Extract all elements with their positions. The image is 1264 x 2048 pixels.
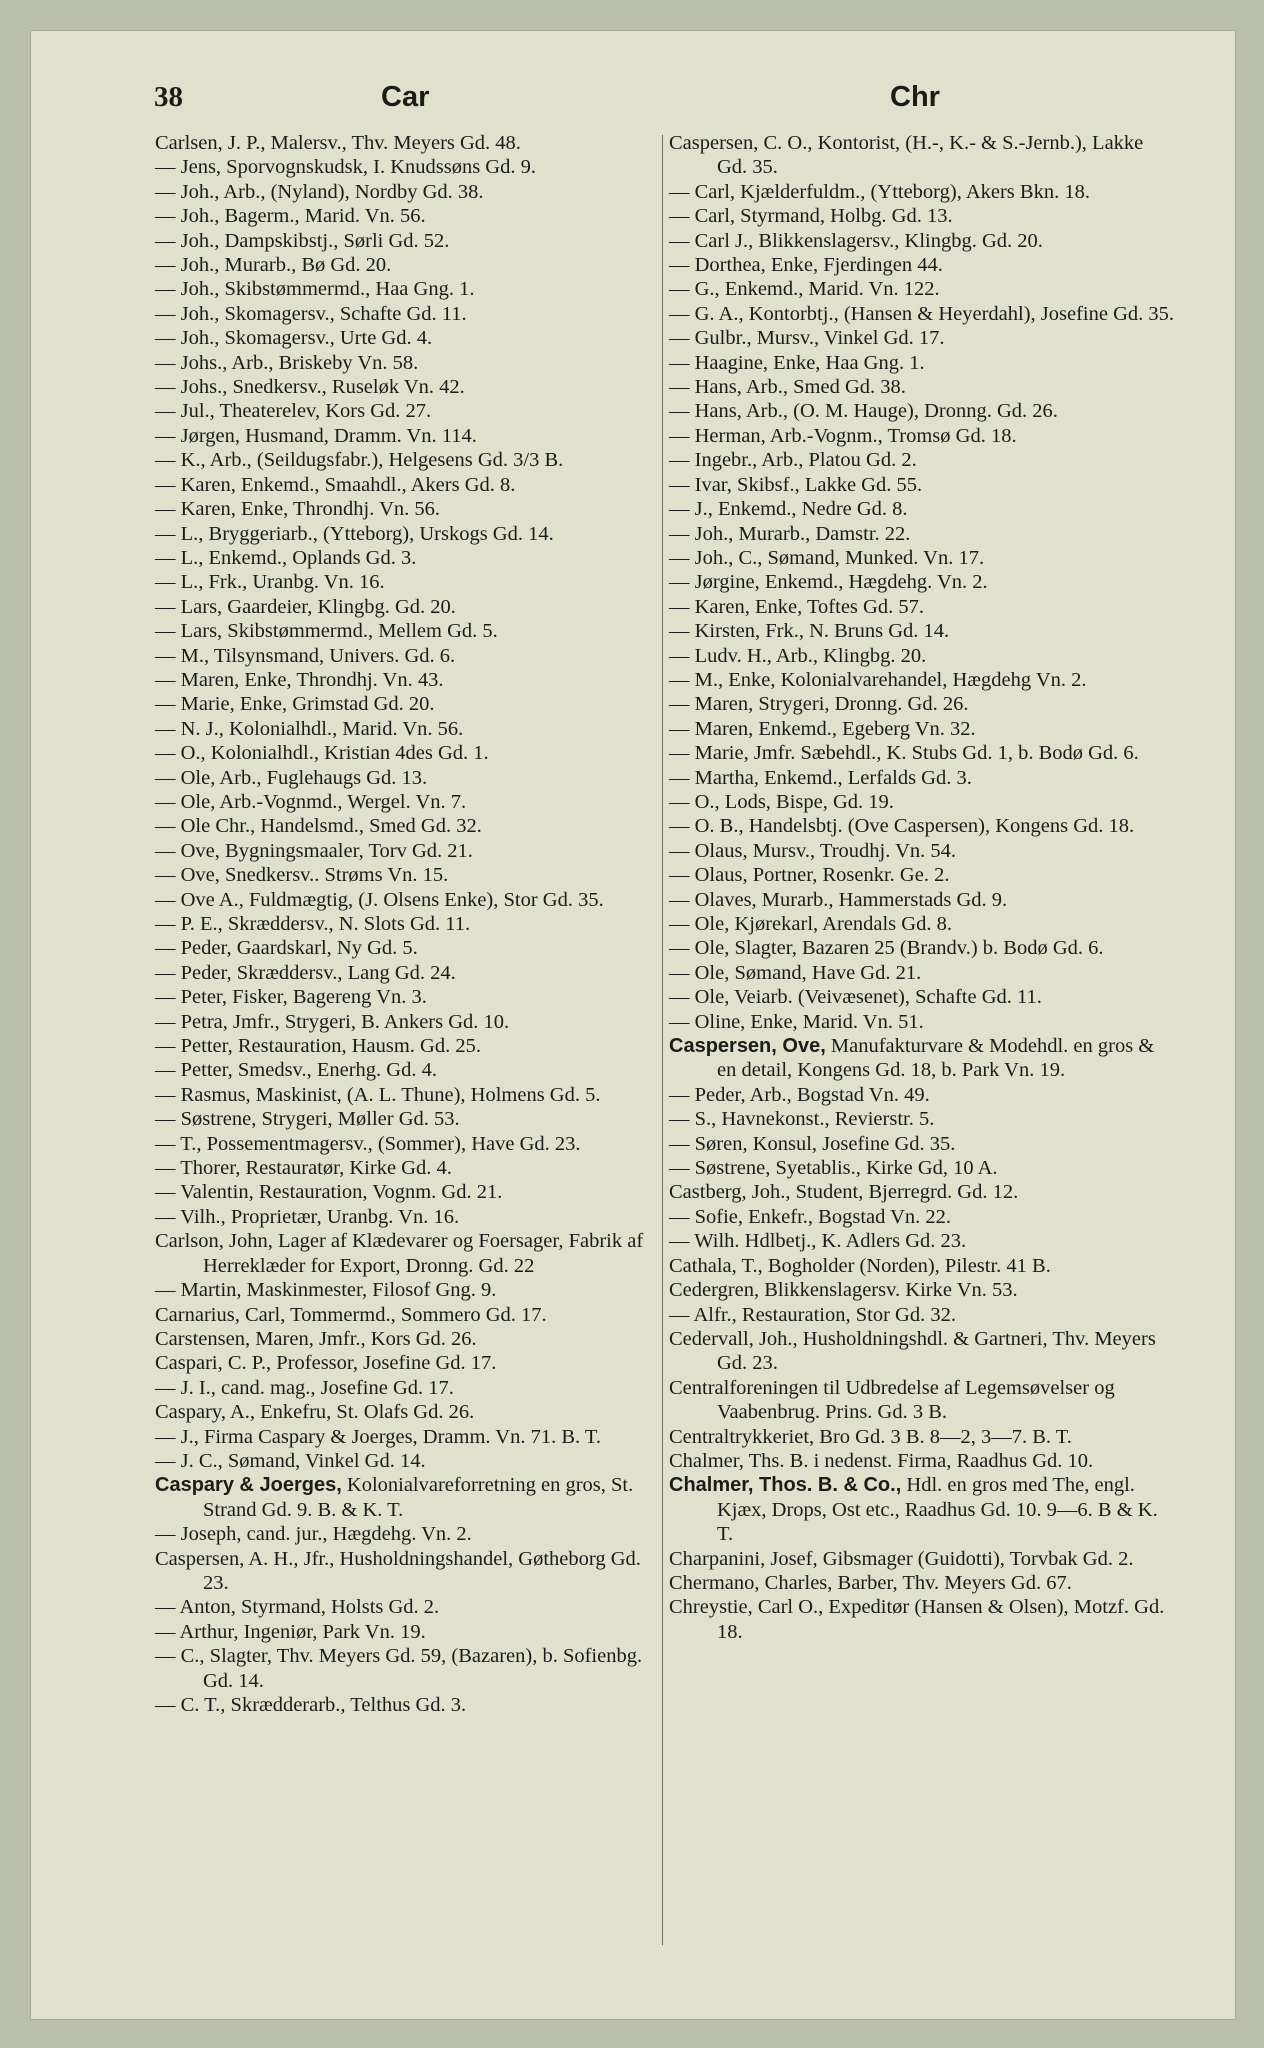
directory-entry [155,692,663,716]
directory-entry [155,1083,663,1107]
directory-entry [155,522,663,546]
entry-text: — O., Lods, Bispe, Gd. 19. [669,790,894,813]
entry-text: — Olaus, Portner, Rosenkr. Ge. 2. [669,864,950,887]
directory-entry [669,473,1177,497]
directory-entry [155,1034,663,1058]
directory-entry [155,351,663,375]
entry-text: — Ole, Arb., Fuglehaugs Gd. 13. [155,766,428,789]
directory-entry [669,375,1177,399]
entry-text: Chreystie, Carl O., Expeditør (Hansen & Olsen), Motzf. Gd. 18. [669,1596,1165,1643]
directory-entry [669,1571,1177,1595]
directory-entry [155,546,663,570]
entry-text: — Joseph, cand. jur., Hægdehg. Vn. 2. [155,1523,472,1546]
directory-entry [669,1376,1177,1425]
directory-entry [155,741,663,765]
entry-text: — Ole, Slagter, Bazaren 25 (Brandv.) b. Bodø Gd. 6. [669,937,1104,960]
directory-entry [669,741,1177,765]
directory-entry [155,229,663,253]
entry-text: — Johs., Arb., Briskeby Vn. 58. [155,351,419,374]
directory-entry [155,1425,663,1449]
directory-entry [669,131,1177,180]
directory-entry [155,277,663,301]
directory-entry [155,985,663,1009]
directory-entry [155,1595,663,1619]
entry-text: Caspary, A., Enkefru, St. Olafs Gd. 26. [155,1401,475,1424]
directory-entry [669,1229,1177,1253]
entry-text: — Joh., Bagerm., Marid. Vn. 56. [155,205,426,228]
entry-firm-name: Caspary & Joerges, [155,1474,342,1497]
entry-text: Chermano, Charles, Barber, Thv. Meyers Gd. 67. [669,1571,1072,1594]
entry-text: — Peder, Skræddersv., Lang Gd. 24. [155,961,456,984]
entry-text: — J. C., Sømand, Vinkel Gd. 14. [155,1449,426,1472]
directory-entry [669,1010,1177,1034]
directory-entry [155,936,663,960]
directory-entry [155,1473,663,1522]
entry-text: — Lars, Skibstømmermd., Mellem Gd. 5. [155,620,498,643]
entry-text: — Rasmus, Maskinist, (A. L. Thune), Holmens Gd. 5. [155,1083,601,1106]
entry-text: — J. I., cand. mag., Josefine Gd. 17. [155,1376,454,1399]
entry-text: — Herman, Arb.-Vognm., Tromsø Gd. 18. [669,424,1017,447]
directory-entry [155,399,663,423]
entry-text: Carlson, John, Lager af Klædevarer og Foersager, Fabrik af Herreklæder for Export, Dronng. Gd. 22 [155,1230,644,1277]
directory-entry [155,863,663,887]
entry-text: Kolonialvareforretning en gros, St. Strand Gd. 9. B. & K. T. [203,1474,634,1521]
entry-text: — Ole, Kjørekarl, Arendals Gd. 8. [669,913,952,935]
directory-entry [669,448,1177,472]
entry-text: — T., Possementmagersv., (Sommer), Have Gd. 23. [155,1132,581,1155]
directory-entry [155,473,663,497]
directory-entry [669,351,1177,375]
entry-text: — Jørgine, Enkemd., Hægdehg. Vn. 2. [669,571,988,594]
entry-text: Carnarius, Carl, Tommermd., Sommero Gd. 17. [155,1303,547,1326]
entry-text: — Ole, Sømand, Have Gd. 21. [669,961,922,984]
entry-text: — Petter, Smedsv., Enerhg. Gd. 4. [155,1059,437,1082]
entry-text: — Carl, Kjælderfuldm., (Ytteborg), Akers Bkn. 18. [669,180,1090,203]
entry-text: — M., Tilsynsmand, Univers. Gd. 6. [155,644,456,667]
entry-text: — Wilh. Hdlbetj., K. Adlers Gd. 23. [669,1230,967,1253]
directory-entry [669,522,1177,546]
directory-entry [155,1229,663,1278]
entry-text: — Martin, Maskinmester, Filosof Gng. 9. [155,1279,497,1302]
directory-entry [669,985,1177,1009]
entry-text: — Lars, Gaardeier, Klingbg. Gd. 20. [155,595,456,618]
entry-text: — Joh., Arb., (Nyland), Nordby Gd. 38. [155,180,484,203]
directory-entry [155,1156,663,1180]
entry-text: Caspersen, C. O., Kontorist, (H.-, K.- & S.-Jernb.), Lakke Gd. 35. [669,132,1144,179]
directory-entry [669,839,1177,863]
entry-text: — Joh., Skomagersv., Urte Gd. 4. [155,327,433,350]
directory-entry [155,1132,663,1156]
entry-text: — Karen, Enke, Toftes Gd. 57. [669,595,924,618]
entry-text: — G., Enkemd., Marid. Vn. 122. [669,278,940,301]
directory-entry [155,253,663,277]
entry-text: — Ove A., Fuldmægtig, (J. Olsens Enke), Stor Gd. 35. [155,888,604,911]
directory-entry [669,1180,1177,1204]
entry-text: — Ingebr., Arb., Platou Gd. 2. [669,449,917,472]
directory-entry [669,204,1177,228]
directory-entry [155,1400,663,1424]
directory-entry [669,888,1177,912]
directory-entry [155,1303,663,1327]
entry-text: — Oline, Enke, Marid. Vn. 51. [669,1010,924,1033]
entry-text: — Arthur, Ingeniør, Park Vn. 19. [155,1620,426,1643]
entry-text: — Karen, Enkemd., Smaahdl., Akers Gd. 8. [155,473,516,496]
right-column [669,131,1177,1644]
directory-entry [669,1303,1177,1327]
directory-entry [669,546,1177,570]
directory-entry [155,375,663,399]
directory-entry [155,1522,663,1546]
entry-text: — Haagine, Enke, Haa Gng. 1. [669,351,925,374]
directory-entry [155,1449,663,1473]
directory-entry [155,424,663,448]
directory-entry [155,1644,663,1693]
entry-text: — Joh., Skomagersv., Schafte Gd. 11. [155,302,467,325]
directory-entry [669,1547,1177,1571]
directory-entry [669,497,1177,521]
directory-entry [155,448,663,472]
entry-text: — Joh., Murarb., Damstr. 22. [669,522,911,545]
page-header [31,81,1235,121]
directory-entry [669,253,1177,277]
directory-entry [669,668,1177,692]
directory-entry [155,668,663,692]
directory-entry [669,229,1177,253]
entry-text: — C. T., Skrædderarb., Telthus Gd. 3. [155,1694,467,1716]
directory-entry [669,1473,1177,1546]
entry-text: — Joh., Dampskibstj., Sørli Gd. 52. [155,229,450,252]
entry-text: — Søstrene, Syetablis., Kirke Gd, 10 A. [669,1157,998,1180]
directory-entry [155,595,663,619]
entry-text: — L., Frk., Uranbg. Vn. 16. [155,571,385,594]
directory-entry [669,595,1177,619]
directory-entry [155,1620,663,1644]
entry-text: Castberg, Joh., Student, Bjerregrd. Gd. 12. [669,1181,1019,1204]
entry-text: — Søstrene, Strygeri, Møller Gd. 53. [155,1108,460,1131]
entry-text: Manufakturvare & Modehdl. en gros & en detail, Kongens Gd. 18, b. Park Vn. 19. [717,1035,1155,1082]
directory-entry [155,1205,663,1229]
entry-text: — Carl J., Blikkenslagersv., Klingbg. Gd. 20. [669,229,1043,252]
entry-firm-name: Chalmer, Thos. B. & Co., [669,1474,902,1497]
directory-entry [669,961,1177,985]
directory-entry [669,790,1177,814]
entry-text: Chalmer, Ths. B. i nedenst. Firma, Raadhus Gd. 10. [669,1449,1094,1472]
entry-text: — Valentin, Restauration, Vognm. Gd. 21. [155,1181,503,1204]
entry-text: — N. J., Kolonialhdl., Marid. Vn. 56. [155,717,464,740]
entry-text: — S., Havnekonst., Revierstr. 5. [669,1108,935,1131]
entry-text: Hdl. en gros med The, engl. Kjæx, Drops, Ost etc., Raadhus Gd. 10. 9—6. B & K. T. [717,1474,1158,1546]
page-number: 38 [154,81,183,113]
directory-entry [155,766,663,790]
column-divider [662,135,663,1945]
entry-text: — O., Kolonialhdl., Kristian 4des Gd. 1. [155,742,489,765]
entry-text: — Ole, Arb.-Vognmd., Wergel. Vn. 7. [155,790,467,813]
directory-entry [155,912,663,936]
directory-entry [669,766,1177,790]
directory-entry [155,888,663,912]
entry-text: — C., Slagter, Thv. Meyers Gd. 59, (Bazaren), b. Sofienbg. Gd. 14. [155,1645,643,1692]
entry-text: Charpanini, Josef, Gibsmager (Guidotti), Torvbak Gd. 2. [669,1547,1134,1570]
directory-entry [669,1107,1177,1131]
entry-text: — Sofie, Enkefr., Bogstad Vn. 22. [669,1205,952,1228]
entry-text: — O. B., Handelsbtj. (Ove Caspersen), Kongens Gd. 18. [669,815,1135,838]
entry-text: — Maren, Enkemd., Egeberg Vn. 32. [669,717,976,740]
entry-text: — M., Enke, Kolonialvarehandel, Hægdehg Vn. 2. [669,668,1087,691]
entry-text: — Petra, Jmfr., Strygeri, B. Ankers Gd. 10. [155,1010,510,1033]
entry-text: — Ole Chr., Handelsmd., Smed Gd. 32. [155,815,482,838]
entry-text: Carlsen, J. P., Malersv., Thv. Meyers Gd. 48. [155,132,521,154]
entry-text: Caspersen, A. H., Jfr., Husholdningshandel, Gøtheborg Gd. 23. [155,1547,641,1594]
directory-entry [155,497,663,521]
directory-entry [155,180,663,204]
entry-text: — Ludv. H., Arb., Klingbg. 20. [669,644,927,667]
entry-text: — Petter, Restauration, Hausm. Gd. 25. [155,1035,481,1058]
entry-text: — Jul., Theaterelev, Kors Gd. 27. [155,400,432,423]
directory-entry [155,155,663,179]
directory-entry [669,912,1177,936]
right-running-head: Chr [890,81,940,113]
entry-text: — Peder, Arb., Bogstad Vn. 49. [669,1083,930,1106]
entry-text: — Søren, Konsul, Josefine Gd. 35. [669,1132,956,1155]
entry-text: Cathala, T., Bogholder (Norden), Pilestr. 41 B. [669,1254,1051,1277]
directory-entry [155,644,663,668]
entry-text: — Marie, Enke, Grimstad Gd. 20. [155,693,435,716]
directory-entry [155,790,663,814]
entry-text: — Ove, Bygningsmaaler, Torv Gd. 21. [155,839,473,862]
entry-text: — Hans, Arb., (O. M. Hauge), Dronng. Gd. 26. [669,400,1058,423]
entry-text: — Olaves, Murarb., Hammerstads Gd. 9. [669,888,1008,911]
directory-entry [155,1058,663,1082]
entry-text: — G. A., Kontorbtj., (Hansen & Heyerdahl), Josefine Gd. 35. [669,302,1175,325]
directory-entry [669,1327,1177,1376]
directory-entry [155,1351,663,1375]
directory-entry [155,326,663,350]
entry-text: — Joh., C., Sømand, Munked. Vn. 17. [669,546,985,569]
directory-entry [669,814,1177,838]
directory-entry [155,302,663,326]
entry-text: — Ove, Snedkersv.. Strøms Vn. 15. [155,864,449,887]
entry-text: — P. E., Skræddersv., N. Slots Gd. 11. [155,913,471,935]
entry-text: Cedergren, Blikkenslagersv. Kirke Vn. 53. [669,1279,1018,1302]
entry-text: Centralforeningen til Udbredelse af Legemsøvelser og Vaabenbrug. Prins. Gd. 3 B. [669,1376,1115,1424]
entry-text: — Jørgen, Husmand, Dramm. Vn. 114. [155,424,477,447]
entry-text: — Marie, Jmfr. Sæbehdl., K. Stubs Gd. 1, b. Bodø Gd. 6. [669,742,1139,765]
directory-entry [155,717,663,741]
directory-entry [155,839,663,863]
left-running-head: Car [381,81,430,113]
directory-entry [155,1010,663,1034]
entry-text: — Peter, Fisker, Bagereng Vn. 3. [155,986,427,1009]
directory-entry [155,204,663,228]
entry-text: — Johs., Snedkersv., Ruseløk Vn. 42. [155,376,465,399]
directory-entry [669,1083,1177,1107]
directory-entry [669,399,1177,423]
directory-entry [155,1693,663,1717]
directory-entry [669,1205,1177,1229]
entry-text: Carstensen, Maren, Jmfr., Kors Gd. 26. [155,1327,477,1350]
directory-entry [155,570,663,594]
entry-text: — Kirsten, Frk., N. Bruns Gd. 14. [669,620,950,643]
entry-text: — Ole, Veiarb. (Veivæsenet), Schafte Gd. 11. [669,986,1042,1009]
directory-entry [669,644,1177,668]
entry-text: — Alfr., Restauration, Stor Gd. 32. [669,1303,956,1326]
directory-entry [669,570,1177,594]
directory-entry [669,277,1177,301]
directory-entry [669,863,1177,887]
directory-entry [155,1278,663,1302]
directory-entry [155,1107,663,1131]
entry-text: — Karen, Enke, Throndhj. Vn. 56. [155,498,441,521]
directory-entry [155,1547,663,1596]
directory-entry [155,961,663,985]
entry-text: — L., Enkemd., Oplands Gd. 3. [155,546,417,569]
entry-text: — J., Firma Caspary & Joerges, Dramm. Vn. 71. B. T. [155,1425,602,1448]
entry-text: — Olaus, Mursv., Troudhj. Vn. 54. [669,839,957,862]
directory-entry [669,302,1177,326]
directory-entry [669,619,1177,643]
directory-entry [669,326,1177,350]
entry-text: — Joh., Murarb., Bø Gd. 20. [155,254,392,277]
entry-text: — Carl, Styrmand, Holbg. Gd. 13. [669,205,953,228]
directory-page [30,30,1236,2020]
directory-entry [669,1278,1177,1302]
directory-entry [155,619,663,643]
directory-entry [669,180,1177,204]
entry-text: — Thorer, Restauratør, Kirke Gd. 4. [155,1157,452,1180]
entry-text: — Martha, Enkemd., Lerfalds Gd. 3. [669,766,972,789]
directory-entry [669,692,1177,716]
directory-entry [669,1132,1177,1156]
directory-entry [155,814,663,838]
entry-text: — J., Enkemd., Nedre Gd. 8. [669,498,908,521]
directory-entry [669,1425,1177,1449]
directory-entry [669,1156,1177,1180]
directory-entry [155,1376,663,1400]
directory-entry [669,1034,1177,1083]
entry-firm-name: Caspersen, Ove, [669,1035,826,1058]
entry-text: — Hans, Arb., Smed Gd. 38. [669,376,906,399]
entry-text: Cedervall, Joh., Husholdningshdl. & Gartneri, Thv. Meyers Gd. 23. [669,1327,1156,1375]
entry-text: — Gulbr., Mursv., Vinkel Gd. 17. [669,327,945,350]
entry-text: — Vilh., Proprietær, Uranbg. Vn. 16. [155,1205,460,1228]
entry-text: Centraltrykkeriet, Bro Gd. 3 B. 8—2, 3—7. B. T. [669,1425,1072,1448]
directory-entry [155,1327,663,1351]
entry-text: — Maren, Enke, Throndhj. Vn. 43. [155,668,444,691]
entry-text: — Maren, Strygeri, Dronng. Gd. 26. [669,693,969,716]
directory-entry [669,936,1177,960]
entry-text: — L., Bryggeriarb., (Ytteborg), Urskogs Gd. 14. [155,522,554,545]
directory-entry [155,131,663,155]
entry-text: — Anton, Styrmand, Holsts Gd. 2. [155,1596,440,1619]
entry-text: — Peder, Gaardskarl, Ny Gd. 5. [155,937,418,960]
directory-entry [669,1595,1177,1644]
directory-entry [669,424,1177,448]
directory-entry [155,1180,663,1204]
directory-entry [669,717,1177,741]
directory-entry [669,1449,1177,1473]
entry-text: Caspari, C. P., Professor, Josefine Gd. 17. [155,1352,497,1375]
directory-entry [669,1254,1177,1278]
entry-text: — Ivar, Skibsf., Lakke Gd. 55. [669,473,923,496]
entry-text: — K., Arb., (Seildugsfabr.), Helgesens Gd. 3/3 B. [155,449,564,472]
left-column [155,131,663,1717]
entry-text: — Dorthea, Enke, Fjerdingen 44. [669,254,943,277]
entry-text: — Joh., Skibstømmermd., Haa Gng. 1. [155,278,475,301]
entry-text: — Jens, Sporvognskudsk, I. Knudssøns Gd. 9. [155,156,536,179]
